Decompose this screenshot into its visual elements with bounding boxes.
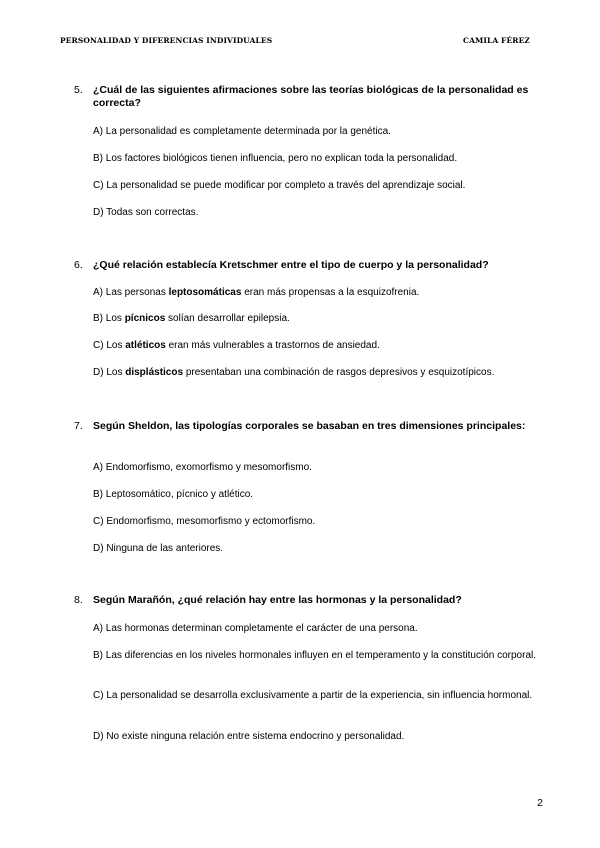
question-5-text <box>74 84 542 110</box>
option-a <box>93 286 542 299</box>
question-number: 8. <box>74 594 83 606</box>
option-c: C) La personalidad se puede modificar por completo a través del aprendizaje social. <box>93 180 466 191</box>
page-number: 2 <box>537 797 543 809</box>
option-term: displásticos <box>125 367 184 378</box>
question-prompt: Según Sheldon, las tipologías corporales se basaban en tres dimensiones principales: <box>93 420 526 432</box>
header-subject: PERSONALIDAD Y DIFERENCIAS INDIVIDUALES <box>60 36 273 45</box>
header-author: CAMILA FÉREZ <box>463 36 530 45</box>
question-number: 7. <box>74 420 83 432</box>
option-text: A) Las personas <box>93 287 169 298</box>
question-6-text <box>74 259 542 272</box>
option-d: D) Todas son correctas. <box>93 207 199 218</box>
option-text: presentaban una combinación de rasgos depresivos y esquizotípicos. <box>183 367 495 378</box>
option-text: eran más vulnerables a trastornos de ansiedad. <box>165 340 380 351</box>
option-b: B) Los factores biológicos tienen influencia, pero no explican toda la personalidad. <box>93 153 458 164</box>
question-number: 5. <box>74 84 83 96</box>
option-text: B) Los <box>93 313 125 324</box>
option-text: D) Los <box>93 367 126 378</box>
question-5 <box>74 84 542 218</box>
option-a: A) Las hormonas determinan completamente el carácter de una persona. <box>93 623 418 634</box>
option-term: pícnicos <box>124 313 166 324</box>
option-b <box>93 312 542 325</box>
option-c <box>93 339 542 352</box>
option-text: eran más propensas a la esquizofrenia. <box>241 287 420 298</box>
option-a: A) Endomorfismo, exomorfismo y mesomorfismo. <box>93 462 312 473</box>
question-8 <box>74 594 542 742</box>
question-6 <box>74 259 542 378</box>
question-number: 6. <box>74 259 83 271</box>
option-term: atléticos <box>125 340 166 351</box>
question-prompt: ¿Qué relación establecía Kretschmer entre el tipo de cuerpo y la personalidad? <box>93 259 489 271</box>
question-7 <box>74 420 542 554</box>
question-prompt: ¿Cuál de las siguientes afirmaciones sobre las teorías biológicas de la personalidad es correcta? <box>93 84 529 109</box>
option-d <box>93 366 542 379</box>
page-header <box>60 36 530 50</box>
option-d: D) Ninguna de las anteriores. <box>93 543 224 554</box>
option-text: C) Los <box>93 340 126 351</box>
question-8-text <box>74 594 542 607</box>
question-prompt: Según Marañón, ¿qué relación hay entre las hormonas y la personalidad? <box>93 594 462 606</box>
option-term: leptosomáticas <box>168 287 242 298</box>
question-7-text <box>74 420 542 433</box>
option-c: C) Endomorfismo, mesomorfismo y ectomorfismo. <box>93 516 316 527</box>
option-b: B) Las diferencias en los niveles hormonales influyen en el temperamento y la constitución corporal. <box>93 650 537 661</box>
option-c: C) La personalidad se desarrolla exclusivamente a partir de la experiencia, sin influencia hormonal. <box>93 690 533 701</box>
option-d: D) No existe ninguna relación entre sistema endocrino y personalidad. <box>93 731 405 742</box>
option-text: solían desarrollar epilepsia. <box>165 313 290 324</box>
option-a: A) La personalidad es completamente determinada por la genética. <box>93 126 391 137</box>
option-b: B) Leptosomático, pícnico y atlético. <box>93 489 254 500</box>
